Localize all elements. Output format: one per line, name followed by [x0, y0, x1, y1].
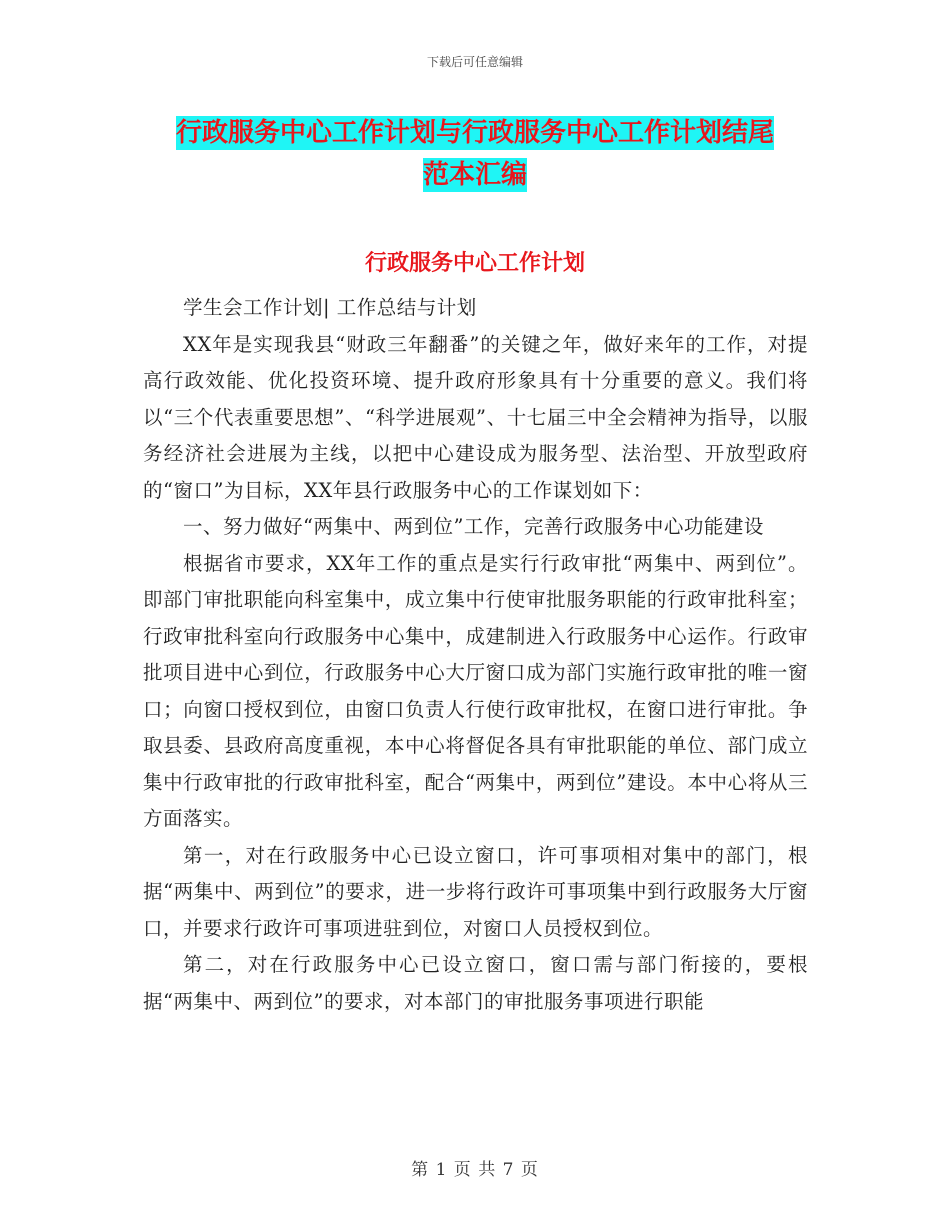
document-title-line-2: 范本汇编: [422, 160, 527, 190]
paragraph-second: 第二，对在行政服务中心已设立窗口，窗口需与部门衔接的，要根据“两集中、两到位”的要求，对本部门的审批服务事项进行职能: [143, 953, 808, 1013]
paragraph-requirements: 根据省市要求，XX年工作的重点是实行行政审批“两集中、两到位”。即部门审批职能向科室集中，成立集中行使审批服务职能的行政审批科室；行政审批科室向行政服务中心集中，成建制进入行政服务中心运作。行政审批项目进中心到位，行政服务中心大厅窗口成为部门实施行政审批的唯一窗口；向窗口授权到位，由窗口负责人行使行政审批权，在窗口进行审批。争取县委、县政府高度重视，本中心将督促各具有审批职能的单位、部门成立集中行政审批的行政审批科室，配合“两集中，两到位”建设。本中心将从三方面落实。: [143, 551, 808, 830]
paragraph-intro: XX年是实现我县“财政三年翻番”的关键之年，做好来年的工作，对提高行政效能、优化投资环境、提升政府形象具有十分重要的意义。我们将以“三个代表重要思想”、“科学进展观”、十七届三中全会精神为指导，以服务经济社会进展为主线，以把中心建设成为服务型、法治型、开放型政府的“窗口”为目标，XX年县行政服务中心的工作谋划如下：: [143, 332, 808, 502]
paragraph-heading-1: 一、努力做好“两集中、两到位”工作，完善行政服务中心功能建设: [182, 515, 764, 538]
document-body: [143, 290, 808, 1020]
document-title: [0, 112, 950, 196]
page-number: 第 1 页 共 7 页: [411, 1160, 539, 1180]
paragraph-first: 第一，对在行政服务中心已设立窗口，许可事项相对集中的部门，根据“两集中、两到位”的要求，进一步将行政许可事项集中到行政服务大厅窗口，并要求行政许可事项进驻到位，对窗口人员授权到位。: [143, 843, 808, 940]
document-title-line-1: 行政服务中心工作计划与行政服务中心工作计划结尾: [175, 118, 774, 148]
paragraph-subtitle: 学生会工作计划| 工作总结与计划: [182, 296, 477, 319]
section-title: 行政服务中心工作计划: [364, 251, 585, 276]
header-note: 下载后可任意编辑: [426, 55, 523, 69]
